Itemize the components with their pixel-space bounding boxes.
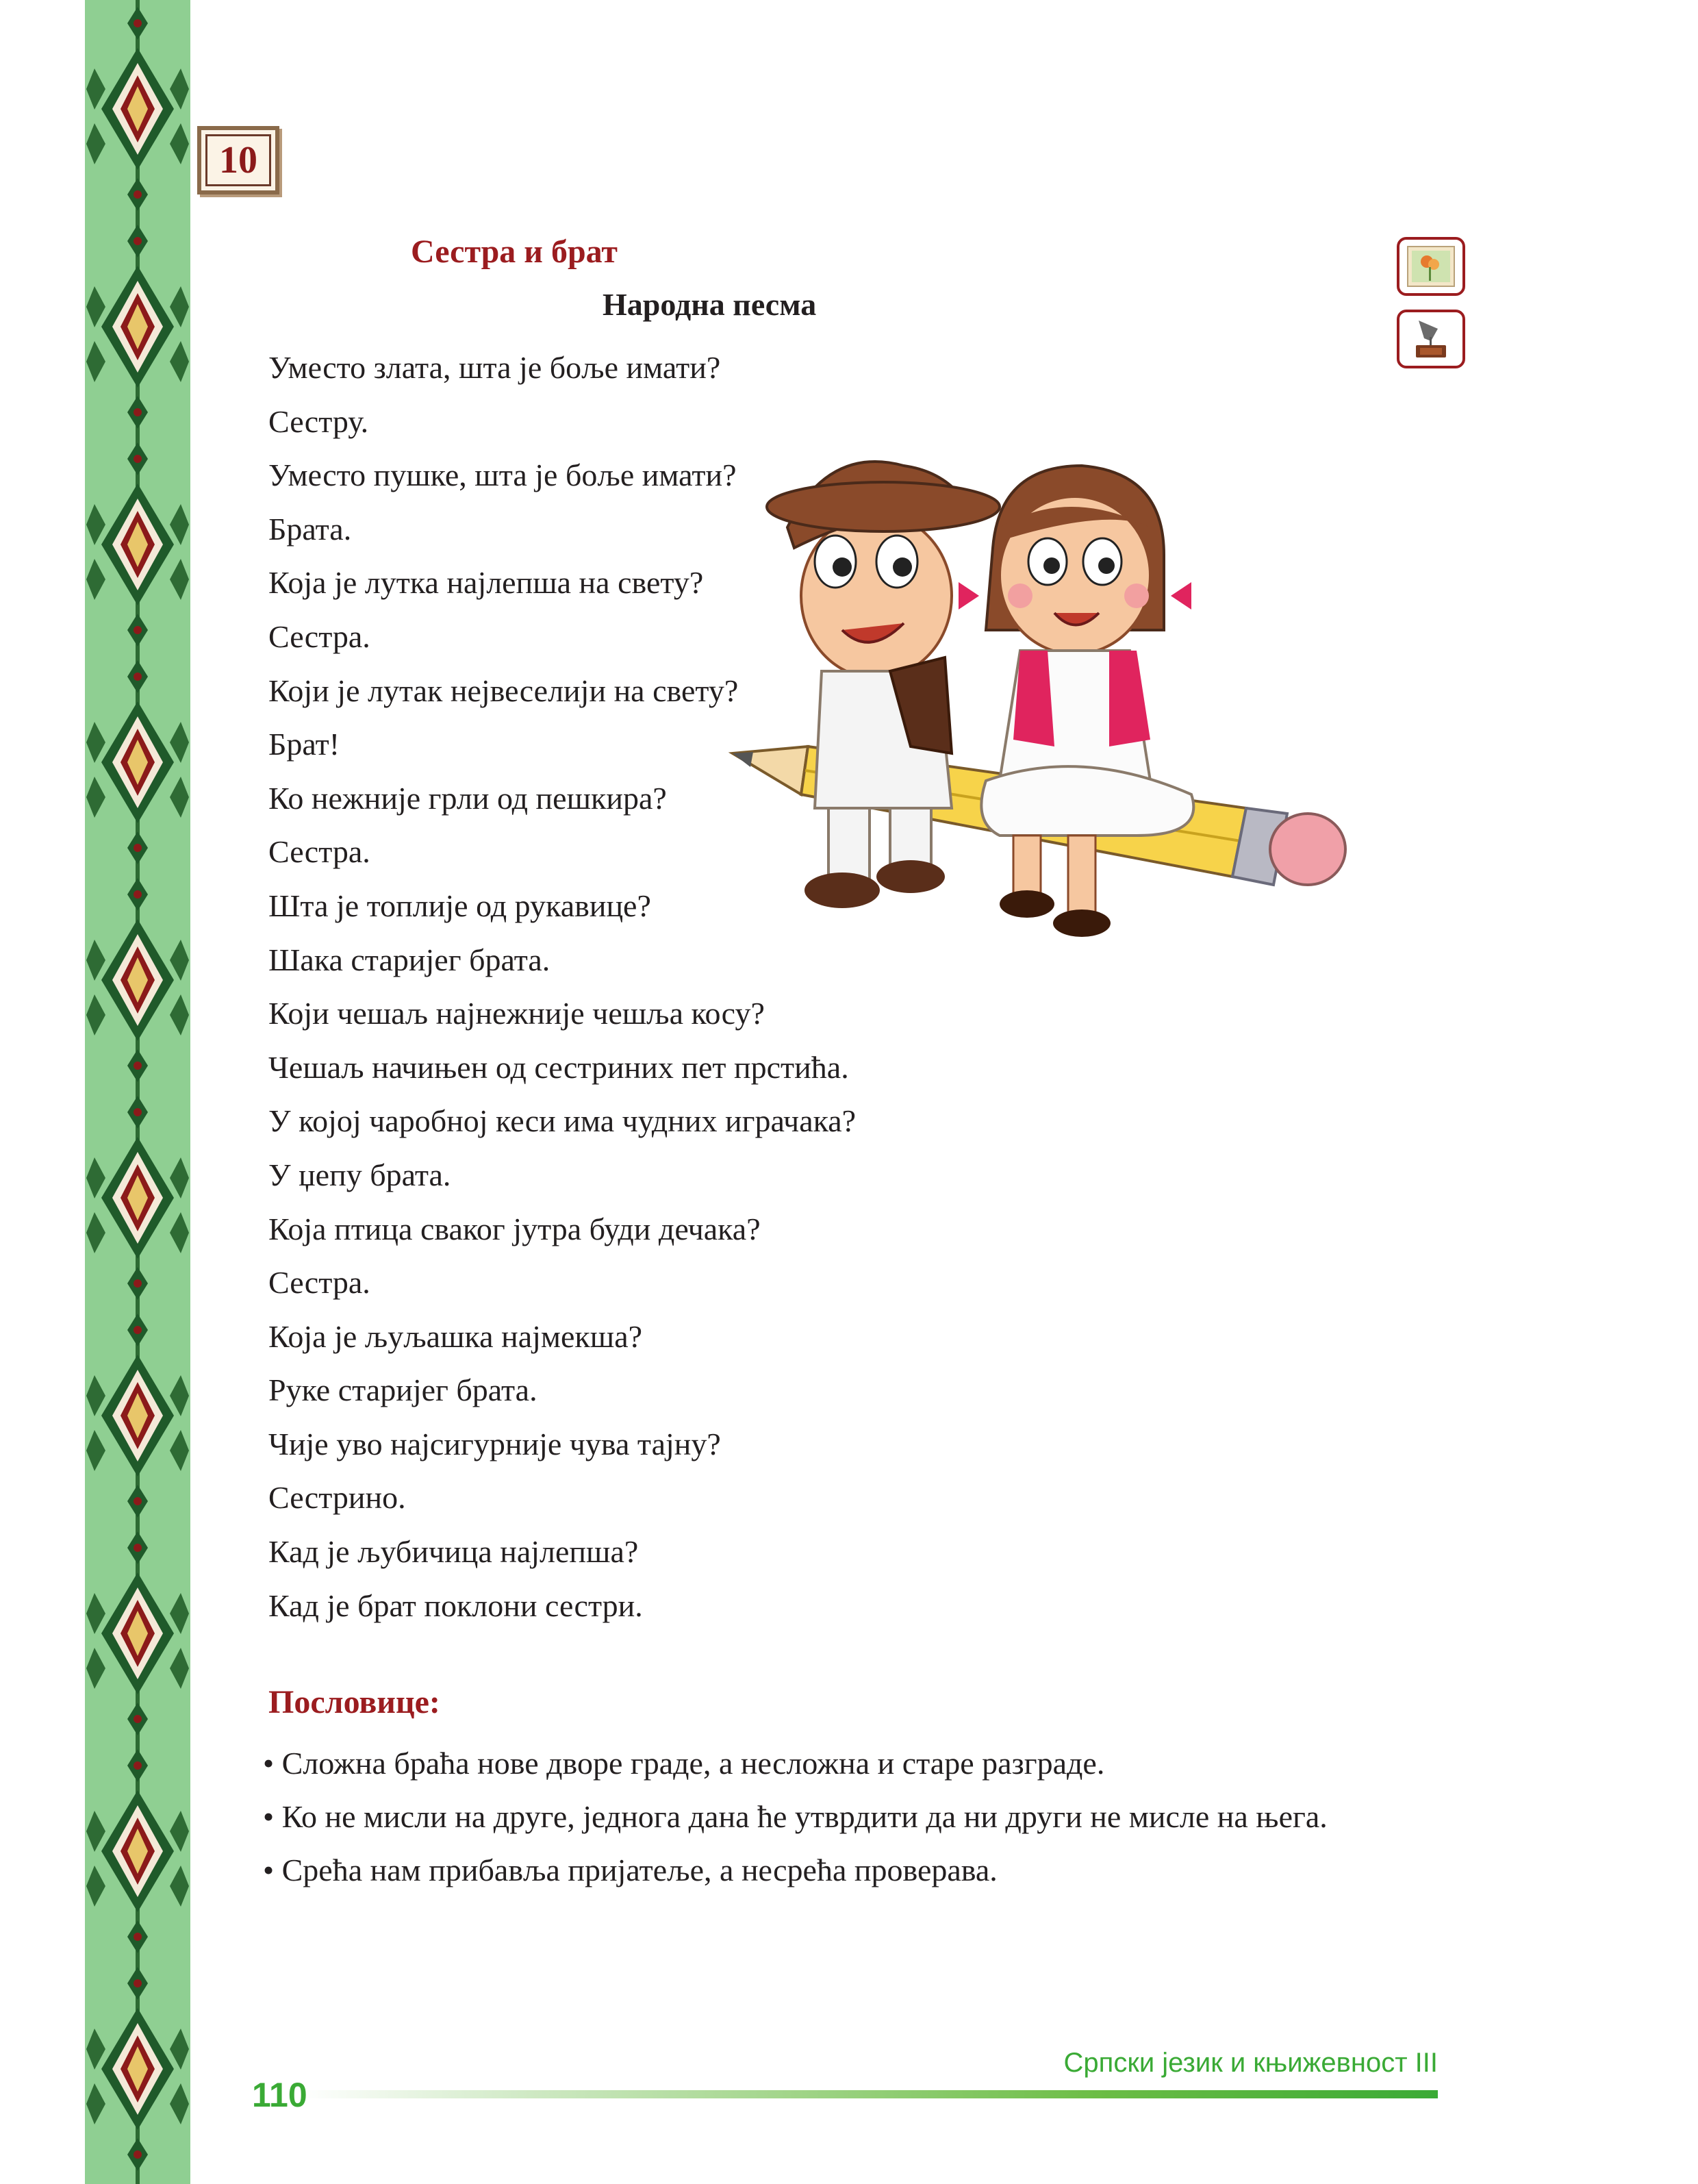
- page-number: 110: [252, 2076, 307, 2114]
- audio-play-button[interactable]: [1397, 310, 1465, 368]
- proverbs-title: Пословице:: [268, 1684, 440, 1720]
- folk-ornament-pattern: [85, 0, 190, 2184]
- poem-line: Сестрино.: [268, 1480, 406, 1516]
- poem-line: Која је лутка најлепша на свету?: [268, 565, 704, 601]
- poem-line: Руке старијег брата.: [268, 1372, 537, 1408]
- footer-divider: [301, 2090, 1438, 2098]
- poem-author: Народна песма: [603, 287, 817, 322]
- side-ornament-band: [85, 0, 190, 2184]
- book-title: Српски језик и књижевност III: [1063, 2048, 1438, 2078]
- poem-line: Који чешаљ најнежније чешља косу?: [268, 996, 765, 1031]
- proverbs-list: [233, 1737, 1452, 1897]
- proverb-item: • Ко не мисли на друге, једнога дана ће утврдити да ни други не мисле на њега.: [263, 1799, 1328, 1834]
- poem-line: Сестра.: [268, 618, 370, 654]
- poem-line: У којој чаробној кеси има чудних играчака?: [268, 1103, 857, 1139]
- poem-line: Брата.: [268, 511, 352, 547]
- proverb-item: • Сложна браћа нове дворе граде, а несложна и старе разграде.: [263, 1746, 1105, 1781]
- poem-line: Сестру.: [268, 403, 369, 439]
- poem-line: Кад је брат поклони сестри.: [268, 1587, 643, 1623]
- poem-title: Сестра и брат: [411, 234, 618, 270]
- girl-figure: [959, 466, 1193, 937]
- poem-line: Сестра.: [268, 834, 370, 870]
- children-on-pencil-illustration: [726, 425, 1369, 945]
- boy-figure: [767, 462, 1000, 908]
- image-gallery-button[interactable]: [1397, 237, 1465, 296]
- poem-line: Која птица сваког јутра буди дечака?: [268, 1211, 761, 1246]
- poem-line: Шака старијег брата.: [268, 942, 550, 977]
- poem-line: Који је лутак нејвеселији на свету?: [268, 673, 739, 708]
- picture-icon: [1406, 245, 1456, 288]
- proverb-item: • Срећа нам прибавља пријатеље, а несрећа проверава.: [263, 1853, 998, 1887]
- poem-line: Кад је љубичица најлепша?: [268, 1534, 639, 1570]
- poem-line: Шта је топлије од рукавице?: [268, 888, 651, 923]
- poem-line: Чешаљ начињен од сестриних пет прстића.: [268, 1049, 849, 1085]
- poem-line: Брат!: [268, 727, 340, 762]
- poem-line: Ко нежније грли од пешкира?: [268, 780, 667, 816]
- poem-line: Чије уво најсигурније чува тајну?: [268, 1426, 721, 1461]
- lesson-number-badge: [197, 126, 279, 194]
- poem-line: Сестра.: [268, 1265, 370, 1301]
- poem-line: Уместо злата, шта је боље имати?: [268, 350, 721, 385]
- poem-line: Која је љуљашка најмекша?: [268, 1318, 643, 1354]
- poem-line: Уместо пушке, шта је боље имати?: [268, 457, 737, 493]
- poem-line: У џепу брата.: [268, 1157, 451, 1192]
- gramophone-icon: [1406, 318, 1456, 360]
- lesson-number: 10: [205, 134, 271, 186]
